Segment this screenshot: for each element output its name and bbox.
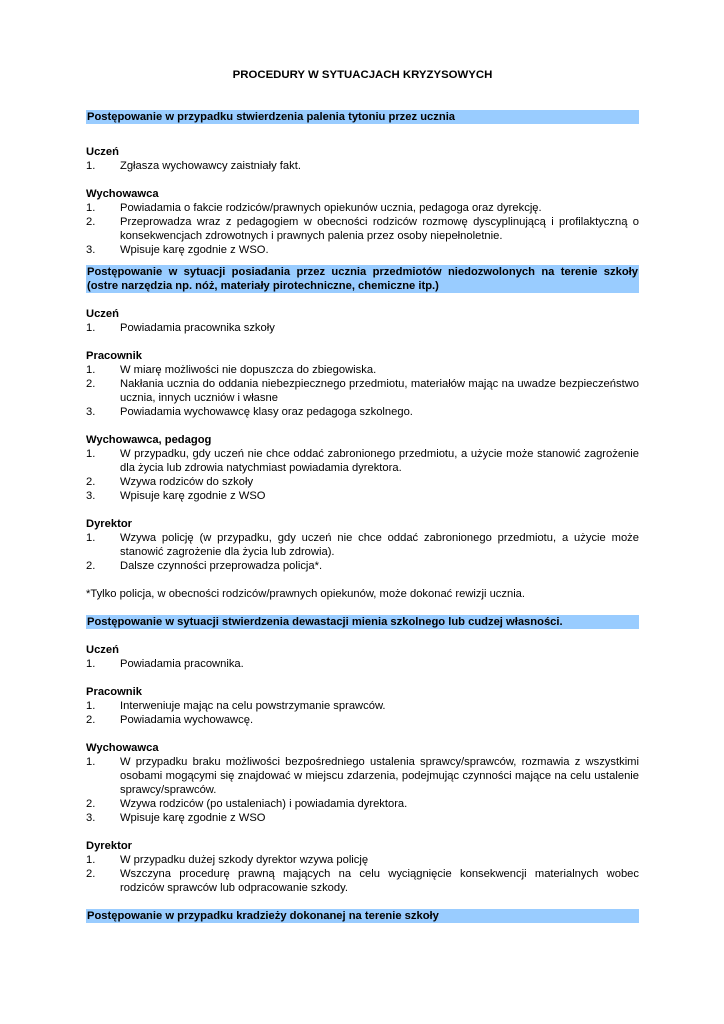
list-item: 1. W przypadku dużej szkody dyrektor wzywa policję	[86, 854, 369, 866]
list-item: 1. Wzywa policję (w przypadku, gdy uczeń nie chce oddać zabronionego przedmiotu, a użycie może stanowić zagrożenie dla życia lub zdrowia).	[86, 532, 639, 558]
list-item: 2. Nakłania ucznia do oddania niebezpiecznego przedmiotu, materiałów mając na uwadze bezpieczeństwo ucznia, innych uczniów i własne	[86, 378, 639, 404]
section-vandalism	[86, 615, 639, 895]
role-heading: Uczeń	[86, 308, 119, 320]
list-item: 1. W przypadku braku możliwości bezpośredniego ustalenia sprawcy/sprawców, rozmawia z wszystkimi osobami mogącymi się znajdować w miejscu zdarzenia, podejmując czynności mające na celu ustalenie sprawcy/sprawców.	[86, 756, 639, 796]
procedure-list	[86, 531, 639, 573]
procedure-list	[86, 159, 639, 173]
document-title: PROCEDURY W SYTUACJACH KRYZYSOWYCH	[232, 69, 493, 81]
section-theft	[86, 909, 639, 923]
role-heading: Wychowawca, pedagog	[86, 434, 212, 446]
procedure-list	[86, 201, 639, 257]
section-header: Postępowanie w przypadku stwierdzenia palenia tytoniu przez ucznia	[86, 110, 639, 124]
procedure-list	[86, 363, 639, 419]
list-item: 2. Wszczyna procedurę prawną mających na celu wyciągnięcie konsekwencji materialnych wobec rodziców sprawców lub odpracowanie szkody.	[86, 868, 639, 894]
list-item: 2. Powiadamia wychowawcę.	[86, 714, 254, 726]
section-smoking	[86, 110, 639, 257]
procedure-list	[86, 657, 639, 671]
list-item: 1. Powiadamia pracownika szkoły	[86, 322, 275, 334]
role-heading: Wychowawca	[86, 742, 159, 754]
procedure-list	[86, 447, 639, 503]
list-item: 3. Powiadamia wychowawcę klasy oraz pedagoga szkolnego.	[86, 406, 413, 418]
list-item: 2. Wzywa rodziców (po ustaleniach) i powiadamia dyrektora.	[86, 798, 408, 810]
role-heading: Uczeń	[86, 146, 119, 158]
procedure-list	[86, 853, 639, 895]
list-item: 3. Wpisuje karę zgodnie z WSO	[86, 490, 266, 502]
procedure-list	[86, 321, 639, 335]
section-header: Postępowanie w sytuacji posiadania przez ucznia przedmiotów niedozwolonych na terenie szkoły (ostre narzędzia np. nóż, materiały pirotechniczne, chemiczne itp.)	[87, 266, 638, 292]
list-item: 3. Wpisuje karę zgodnie z WSO.	[86, 244, 269, 256]
list-item: 1. Powiadamia pracownika.	[86, 658, 244, 670]
role-heading: Dyrektor	[86, 518, 133, 530]
role-heading: Dyrektor	[86, 840, 133, 852]
list-item: 2. Dalsze czynności przeprowadza policja*.	[86, 560, 323, 572]
list-item: 1. Zgłasza wychowawcy zaistniały fakt.	[86, 160, 301, 172]
section-header: Postępowanie w sytuacji stwierdzenia dewastacji mienia szkolnego lub cudzej własności.	[86, 615, 639, 629]
procedure-list	[86, 755, 639, 825]
list-item: 1. W przypadku, gdy uczeń nie chce oddać zabronionego przedmiotu, a użycie może stanowić zagrożenie dla życia lub zdrowia natychmiast powiadamia dyrektora.	[86, 448, 639, 474]
role-heading: Uczeń	[86, 644, 119, 656]
section-header: Postępowanie w przypadku kradzieży dokonanej na terenie szkoły	[86, 909, 639, 923]
document-page	[86, 58, 639, 923]
procedure-list	[86, 699, 639, 727]
list-item: 3. Wpisuje karę zgodnie z WSO	[86, 812, 266, 824]
list-item: 1. W miarę możliwości nie dopuszcza do zbiegowiska.	[86, 364, 377, 376]
list-item: 2. Przeprowadza wraz z pedagogiem w obecności rodziców rozmowę dyscyplinującą i profilaktyczną o konsekwencjach zdrowotnych i prawnych palenia przez osoby niepełnoletnie.	[86, 216, 639, 242]
list-item: 2. Wzywa rodziców do szkoły	[86, 476, 254, 488]
section-forbidden-items	[86, 265, 639, 601]
list-item: 1. Powiadamia o fakcie rodziców/prawnych opiekunów ucznia, pedagoga oraz dyrekcję.	[86, 202, 542, 214]
police-note: *Tylko policja, w obecności rodziców/prawnych opiekunów, może dokonać rewizji ucznia.	[86, 588, 526, 600]
role-heading: Wychowawca	[86, 188, 159, 200]
role-heading: Pracownik	[86, 350, 142, 362]
role-heading: Pracownik	[86, 686, 142, 698]
list-item: 1. Interweniuje mając na celu powstrzymanie sprawców.	[86, 700, 386, 712]
